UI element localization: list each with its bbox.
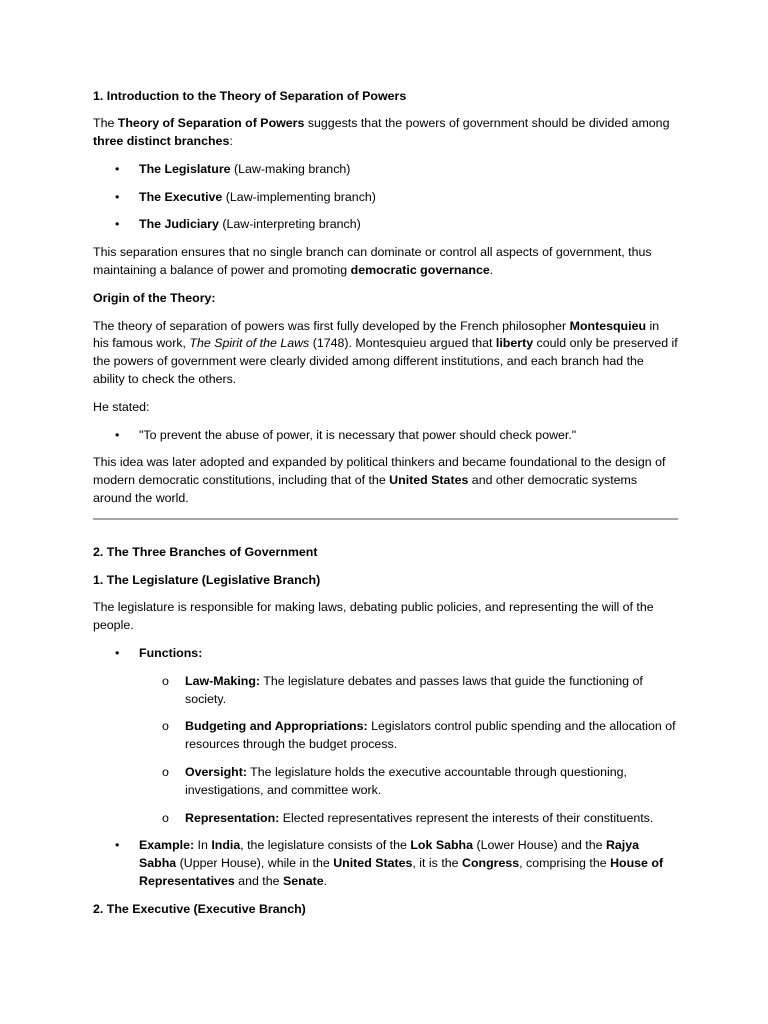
text-run: In xyxy=(194,838,212,853)
legislature-paragraph: The legislature is responsible for making laws, debating public policies, and representing the will of the people. xyxy=(93,600,654,633)
text-run: , the legislature consists of the xyxy=(240,838,411,853)
sub-bullet-icon: o xyxy=(162,719,169,734)
bullet-icon: • xyxy=(115,161,120,176)
sub-bullet-icon: o xyxy=(162,810,169,825)
bold-term: Theory of Separation of Powers xyxy=(117,116,305,131)
text-run: This separation ensures that no single branch can dominate or control all aspects of government, thus maintaining a balance of power and promoting xyxy=(93,245,652,278)
bold-term: three distinct branches xyxy=(93,134,230,149)
bold-term: India xyxy=(211,838,241,853)
legislature-heading: 1. The Legislature (Legislative Branch) xyxy=(93,572,321,587)
text-run: in his famous work, xyxy=(93,318,660,351)
bold-term: Rajya Sabha xyxy=(139,838,640,871)
text-run: and other democratic systems around the world. xyxy=(93,473,638,506)
text-run: and the xyxy=(234,874,283,888)
bold-term: Senate xyxy=(282,874,324,888)
bold-term: United States xyxy=(333,856,413,871)
executive-heading: 2. The Executive (Executive Branch) xyxy=(93,901,306,916)
function-text: Legislators control public spending and the allocation of resources through the budget process. xyxy=(185,719,676,752)
text-run: could only be preserved if the powers of government were clearly divided among different institutions, and each branch had the ability to check the others. xyxy=(93,336,678,387)
quote-text: "To prevent the abuse of power, it is necessary that power should check power." xyxy=(139,427,577,442)
bold-term: democratic governance xyxy=(350,263,490,278)
function-text: The legislature debates and passes laws that guide the functioning of society. xyxy=(185,673,643,706)
bullet-icon: • xyxy=(115,646,120,661)
text-run: (Lower House) and the xyxy=(473,838,606,853)
bold-term: United States xyxy=(389,473,469,488)
text-run: . xyxy=(323,874,328,888)
adoption-paragraph xyxy=(93,454,678,507)
bullet-icon: • xyxy=(115,427,120,442)
function-item-oversight xyxy=(93,764,678,800)
branch-description: (Law-interpreting branch) xyxy=(218,217,361,232)
text-run: suggests that the powers of government should be divided among xyxy=(304,116,670,131)
function-term: Representation: xyxy=(185,810,280,825)
origin-heading: Origin of the Theory: xyxy=(93,290,216,305)
function-item-budgeting xyxy=(93,718,678,754)
function-text: Elected representatives represent the interests of their constituents. xyxy=(279,810,654,825)
example-label: Example: xyxy=(139,838,195,853)
list-item-judiciary xyxy=(93,216,678,234)
text-run: The theory of separation of powers was first fully developed by the French philosopher xyxy=(93,318,570,333)
branch-name: The Judiciary xyxy=(139,217,219,232)
functions-item xyxy=(93,645,678,663)
function-text: The legislature holds the executive accountable through questioning, investigations, and committee work. xyxy=(185,765,627,797)
bold-term: Congress xyxy=(462,856,520,871)
section-heading-introduction: 1. Introduction to the Theory of Separation of Powers xyxy=(93,89,407,103)
text-run: : xyxy=(229,134,233,149)
sub-bullet-icon: o xyxy=(162,765,169,780)
text-run: , it is the xyxy=(412,856,462,871)
function-term: Law-Making: xyxy=(185,673,261,688)
functions-label: Functions: xyxy=(139,646,203,661)
bullet-icon: • xyxy=(115,189,120,204)
text-run: , comprising the xyxy=(519,856,611,871)
text-run: (1748). Montesquieu argued that xyxy=(309,336,496,351)
origin-paragraph xyxy=(93,318,678,389)
italic-title: The Spirit of the Laws xyxy=(189,336,310,351)
branch-description: (Law-implementing branch) xyxy=(222,189,376,204)
branch-description: (Law-making branch) xyxy=(230,161,351,176)
list-item-legislature xyxy=(93,161,678,179)
text-run: (Upper House), while in the xyxy=(176,856,334,871)
horizontal-divider xyxy=(93,518,678,520)
bullet-icon: • xyxy=(115,838,120,853)
function-item-law-making xyxy=(93,673,678,709)
branch-name: The Legislature xyxy=(139,161,231,176)
quote-item xyxy=(93,427,678,445)
intro-paragraph xyxy=(93,115,678,151)
function-item-representation xyxy=(93,810,678,828)
text-run: . xyxy=(489,263,494,278)
bullet-icon: • xyxy=(115,217,120,232)
list-item-executive xyxy=(93,189,678,207)
function-term: Oversight: xyxy=(185,765,247,780)
document-page xyxy=(93,88,678,919)
bold-term: Lok Sabha xyxy=(410,838,474,853)
section-heading-three-branches: 2. The Three Branches of Government xyxy=(93,544,318,559)
sub-bullet-icon: o xyxy=(162,673,169,688)
text-run: The xyxy=(93,116,118,131)
function-term: Budgeting and Appropriations: xyxy=(185,719,368,734)
branch-name: The Executive xyxy=(139,189,223,204)
separation-paragraph xyxy=(93,244,678,280)
example-item xyxy=(93,837,678,890)
bold-term: Montesquieu xyxy=(569,318,647,333)
text-run: This idea was later adopted and expanded by political thinkers and became foundational to the design of modern democratic constitutions, including that of the xyxy=(93,455,666,488)
bold-term: liberty xyxy=(495,336,534,351)
he-stated-text: He stated: xyxy=(93,399,150,414)
bold-term: House of Representatives xyxy=(139,856,664,888)
